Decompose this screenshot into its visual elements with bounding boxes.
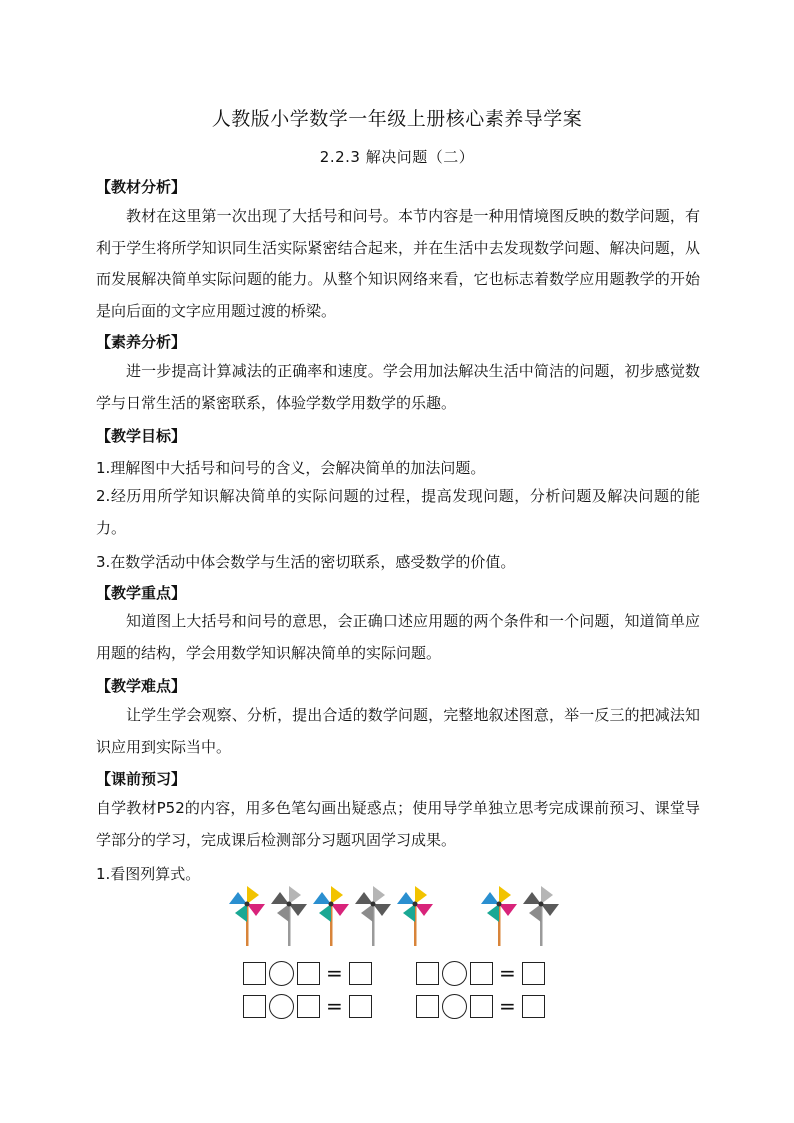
answer-box[interactable]	[297, 962, 320, 985]
key-points-heading: 【教学重点】	[96, 584, 187, 602]
equation-blank-row	[243, 992, 372, 1020]
answer-box[interactable]	[416, 962, 439, 985]
goal-item: 1.理解图中大括号和问号的含义，会解决简单的加法问题。	[96, 459, 486, 477]
answer-box[interactable]	[349, 995, 372, 1018]
material-analysis-heading: 【教材分析】	[96, 178, 187, 196]
answer-box[interactable]	[470, 962, 493, 985]
answer-box[interactable]	[522, 962, 545, 985]
material-analysis-text: 教材在这里第一次出现了大括号和问号。本节内容是一种用情境图反映的数学问题，有利于学生将所学知识同生活实际紧密结合起来，并在生活中去发现数学问题、解决问题，从而发展解决简单实际问题的能力。从整个知识网络来看，它也标志着数学应用题教学的开始是向后面的文字应用题过渡的桥梁。	[96, 207, 700, 320]
equals-sign: =	[499, 994, 516, 1018]
literacy-analysis-text: 进一步提高计算减法的正确率和速度。学会用加法解决生活中简洁的问题，初步感觉数学与日常生活的紧密联系，体验学数学用数学的乐趣。	[96, 362, 700, 412]
document-subtitle: 2.2.3 解决问题（二）	[319, 148, 475, 166]
operator-circle[interactable]	[442, 961, 467, 986]
key-points-text: 知道图上大括号和问号的意思，会正确口述应用题的两个条件和一个问题，知道简单应用题的结构，学会用数学知识解决简单的实际问题。	[96, 612, 700, 662]
pinwheel-gray-icon	[268, 884, 310, 946]
equation-blank-row	[416, 959, 545, 987]
pinwheel-colored-icon	[226, 884, 268, 946]
goal-item: 2.经历用所学知识解决简单的实际问题的过程，提高发现问题，分析问题及解决问题的能力。	[96, 487, 700, 537]
pinwheel-colored-icon	[478, 884, 520, 946]
pinwheel-colored-icon	[394, 884, 436, 946]
goal-item: 3.在数学活动中体会数学与生活的密切联系，感受数学的价值。	[96, 553, 516, 571]
literacy-analysis-heading: 【素养分析】	[96, 333, 187, 351]
answer-box[interactable]	[470, 995, 493, 1018]
difficulties-text: 让学生学会观察、分析，提出合适的数学问题，完整地叙述图意，举一反三的把减法知识应用到实际当中。	[96, 706, 700, 756]
preview-text: 自学教材P52的内容，用多色笔勾画出疑惑点；使用导学单独立思考完成课前预习、课堂导学部分的学习，完成课后检测部分习题巩固学习成果。	[96, 799, 700, 849]
answer-box[interactable]	[297, 995, 320, 1018]
answer-box[interactable]	[243, 962, 266, 985]
equals-sign: =	[326, 961, 343, 985]
answer-box[interactable]	[416, 995, 439, 1018]
document-title: 人教版小学数学一年级上册核心素养导学案	[211, 108, 583, 130]
exercise-prompt: 1.看图列算式。	[96, 865, 201, 883]
preview-heading: 【课前预习】	[96, 770, 187, 788]
answer-box[interactable]	[243, 995, 266, 1018]
answer-box[interactable]	[522, 995, 545, 1018]
operator-circle[interactable]	[269, 994, 294, 1019]
equation-blank-row	[243, 959, 372, 987]
difficulties-heading: 【教学难点】	[96, 677, 187, 695]
answer-box[interactable]	[349, 962, 372, 985]
pinwheel-gray-icon	[520, 884, 562, 946]
pinwheel-colored-icon	[310, 884, 352, 946]
equals-sign: =	[326, 994, 343, 1018]
operator-circle[interactable]	[442, 994, 467, 1019]
pinwheel-gray-icon	[352, 884, 394, 946]
equation-blank-row	[416, 992, 545, 1020]
operator-circle[interactable]	[269, 961, 294, 986]
equals-sign: =	[499, 961, 516, 985]
teaching-goals-heading: 【教学目标】	[96, 427, 187, 445]
pinwheel-illustration	[226, 884, 571, 946]
